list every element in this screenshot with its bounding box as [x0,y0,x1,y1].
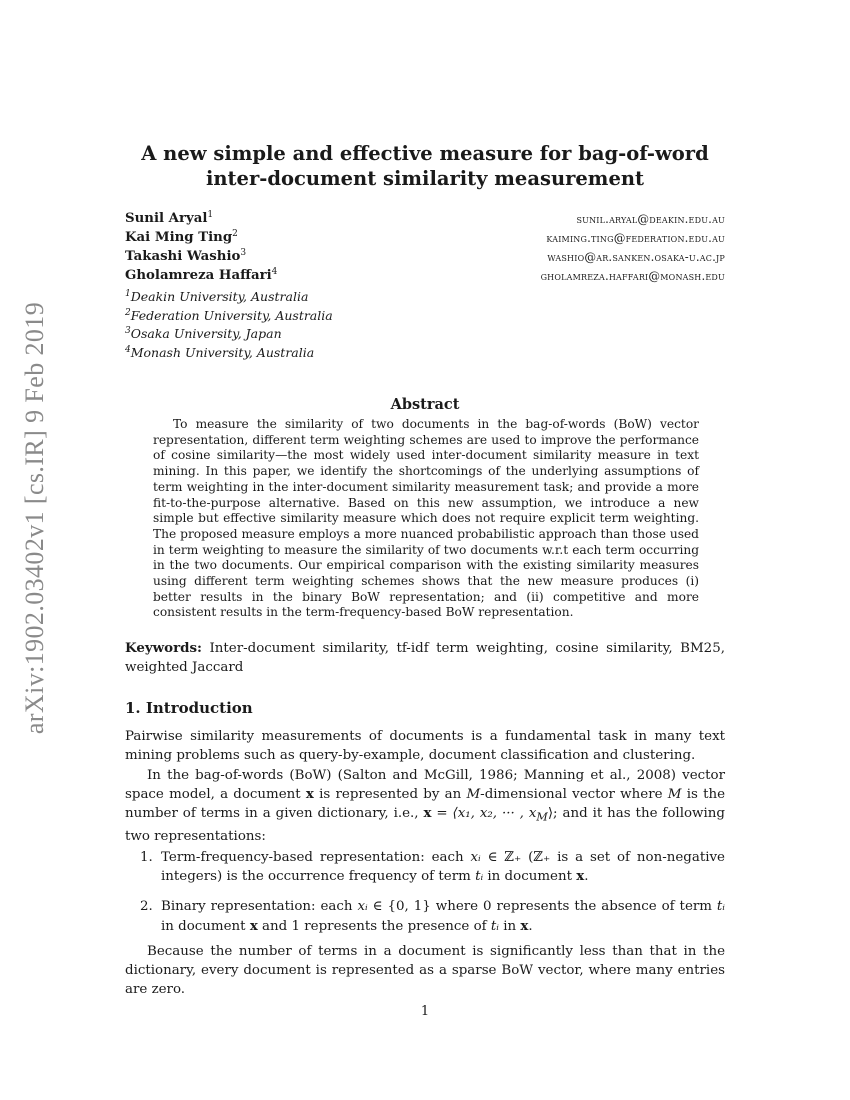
author-name [125,249,246,264]
math-expression: = ⟨x₁, x₂, ··· , x [431,806,537,822]
text-run: ⟩; and it has the following two representations: [125,806,725,845]
affiliation-mark: 2 [125,307,131,318]
list-item [125,848,725,886]
affiliation-mark: 1 [207,210,214,220]
text-run: is the number of terms in a given dictionary, i.e., [125,787,726,822]
title-line-1: A new simple and effective measure for bag-of-word [141,142,709,165]
author-name [125,211,213,226]
math-symbol: tᵢ [716,899,725,915]
affiliation-mark: 3 [240,248,247,258]
affiliation-mark: 4 [271,267,278,277]
text-run: and 1 represents the presence of [257,918,491,934]
affiliation [125,326,333,345]
author-name-text: Gholamreza Haffari [125,268,272,283]
math-vector: x [305,786,314,803]
text-run: In the bag-of-words (BoW) (Salton and McGill, 1986; Manning et al., 2008) vector space model, a document [125,768,725,803]
affiliation-text: Federation University, Australia [130,307,333,323]
author-row [125,230,725,249]
intro-paragraph-1: Pairwise similarity measurements of documents is a fundamental task in many text mining problems such as query-by-example, document classification and clustering. [125,729,725,764]
intro-paragraph-2 [125,766,725,846]
affiliation-mark: 2 [232,229,238,239]
list-number: 2. [140,899,153,915]
keywords-text: Inter-document similarity, tf-idf term weighting, cosine similarity, BM25, weighted Jaccard [125,641,725,675]
author-row [125,268,725,287]
math-vector: x [576,868,585,885]
affiliation-list [125,289,333,363]
math-symbol: tᵢ [490,918,499,934]
author-name-text: Sunil Aryal [125,211,208,226]
keywords [125,639,725,677]
math-vector: x [423,805,432,822]
affiliation-mark: 1 [125,289,131,299]
affiliation-mark: 4 [125,344,131,355]
author-email[interactable]: kaiming.ting@federation.edu.au [546,231,725,245]
author-list [125,211,725,287]
affiliation-mark: 3 [125,326,131,336]
affiliation-text: Monash University, Australia [130,344,315,360]
text-run: Term-frequency-based representation: each [161,850,471,865]
list-item [125,897,725,935]
author-name-text: Takashi Washio [125,249,241,264]
section-heading-introduction: 1. Introduction [125,699,253,717]
math-symbol: xᵢ [470,850,481,865]
affiliation [125,289,333,308]
math-subscript: M [536,811,548,825]
math-symbol: tᵢ [475,869,484,885]
representation-list [125,848,725,947]
affiliation-text: Deakin University, Australia [130,289,309,304]
author-row [125,211,725,230]
list-number: 1. [140,850,153,865]
math-symbol: M [466,787,481,803]
keywords-label: Keywords: [125,640,203,656]
title-line-2: inter-document similarity measurement [205,167,645,190]
author-name [125,268,277,283]
text-run: ∈ {0, 1} where 0 represents the absence of term [367,899,717,915]
text-run: is represented by an [313,787,467,803]
affiliation [125,308,333,327]
text-run: -dimensional vector where [480,787,668,803]
text-run: . [528,918,533,934]
page-number: 1 [420,1004,430,1019]
author-email[interactable]: sunil.aryal@deakin.edu.au [576,212,725,226]
arxiv-identifier-text: arXiv:1902.03402v1 [cs.IR] 9 Feb 2019 [20,301,49,735]
math-vector: x [249,917,258,934]
text-run: in document [161,918,250,934]
paper-title [125,141,725,191]
text-run: Binary representation: each [161,899,358,915]
math-symbol: M [667,787,682,803]
affiliation-text: Osaka University, Japan [130,326,282,341]
text-run: in document [483,869,577,885]
author-email[interactable]: gholamreza.haffari@monash.edu [540,269,725,283]
abstract-heading: Abstract [390,396,460,413]
abstract-body: To measure the similarity of two documents in the bag-of-words (BoW) vector representation, different term weighting schemes are used to improve the performance of cosine similarity—the most widely used inter-document similarity measure in text mining. In this paper, we identify the shortcomings of the underlying assumptions of term weighting in the inter-document similarity measurement task; and provide a more fit-to-the-purpose alternative. Based on this new assumption, we introduce a new simple but effective similarity measure which does not require explicit term weighting. The proposed measure employs a more nuanced probabilistic approach than those used in term weighting to measure the similarity of two documents w.r.t each term occurring in the two documents. Our empirical comparison with the existing similarity measures using different term weighting schemes shows that the new measure produces (i) better results in the binary BoW representation; and (ii) competitive and more consistent results in the term-frequency-based BoW representation. [153,417,699,620]
math-symbol: xᵢ [357,899,368,915]
author-name [125,230,238,245]
text-run: ∈ ℤ₊ (ℤ₊ is a set of non-negative integers) is the occurrence frequency of term [161,850,725,885]
text-run: in [498,918,521,934]
author-email[interactable]: washio@ar.sanken.osaka-u.ac.jp [547,250,725,264]
author-name-text: Kai Ming Ting [125,230,233,245]
text-run: . [584,869,589,885]
math-vector: x [520,917,529,934]
author-row [125,249,725,268]
affiliation [125,345,333,364]
intro-paragraph-3: Because the number of terms in a document is significantly less than that in the dictionary, every document is represented as a sparse BoW vector, where many entries are zero. [125,944,725,998]
